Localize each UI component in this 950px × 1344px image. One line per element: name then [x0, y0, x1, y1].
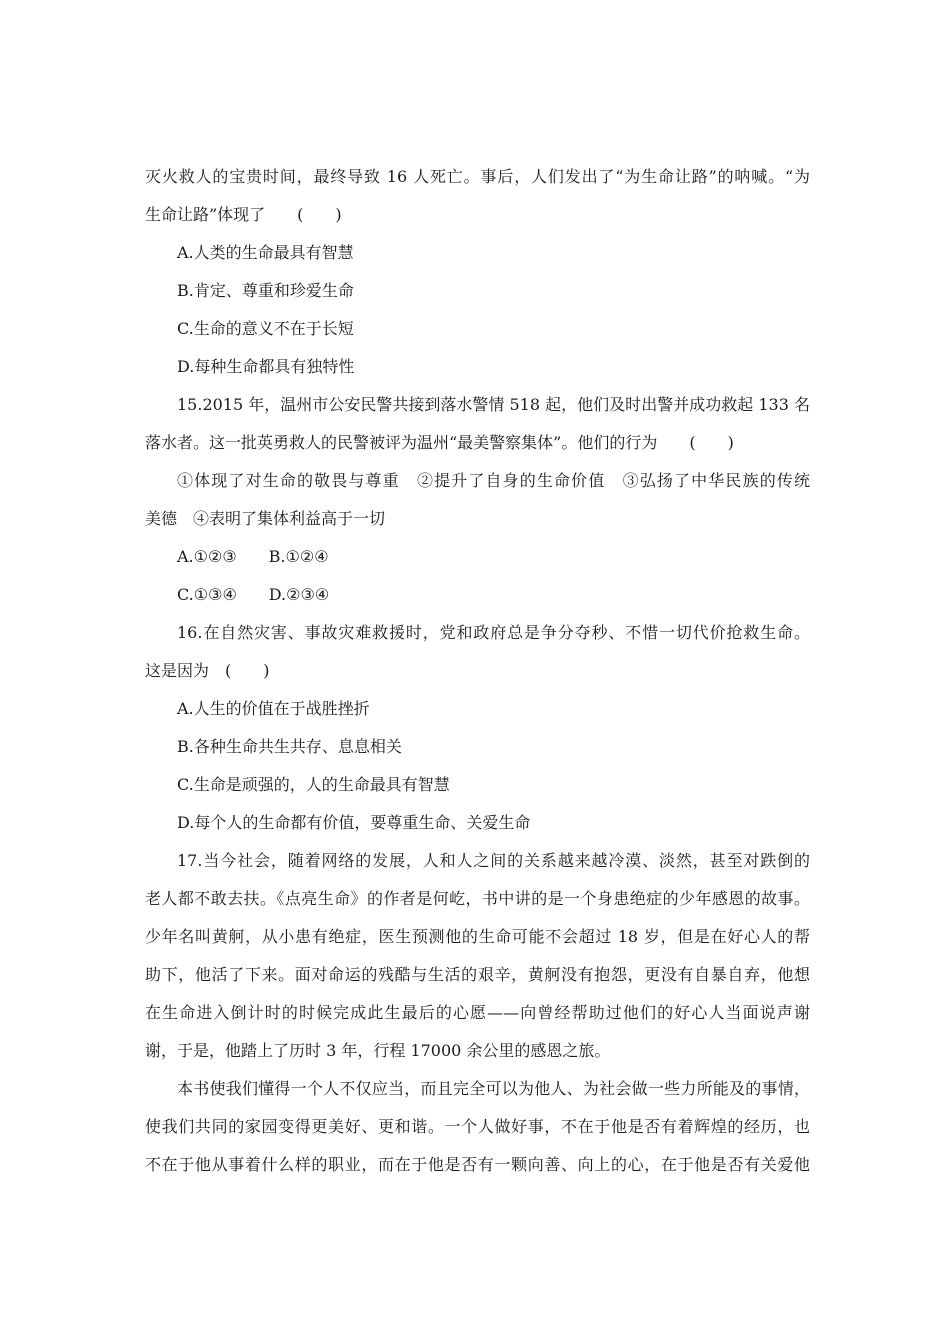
text-line: ①体现了对生命的敬畏与尊重 ②提升了自身的生命价值 ③弘扬了中华民族的传统 [177, 471, 810, 490]
text-line: A.人生的价值在于战胜挫折 [177, 699, 370, 718]
text-line: 不在于他从事着什么样的职业，而在于他是否有一颗向善、向上的心，在于他是否有关爱他 [145, 1155, 810, 1174]
text-line: 17.当今社会，随着网络的发展，人和人之间的关系越来越冷漠、淡然，甚至对跌倒的 [177, 851, 810, 870]
text-line: D.每种生命都具有独特性 [177, 357, 355, 376]
text-line: B.肯定、尊重和珍爱生命 [177, 281, 354, 300]
text-line: C.①③④ D.②③④ [177, 585, 330, 604]
text-line: 谢，于是，他踏上了历时 3 年，行程 17000 余公里的感恩之旅。 [145, 1041, 611, 1060]
text-line: 15.2015 年，温州市公安民警共接到落水警情 518 起，他们及时出警并成功救起 133 名 [177, 395, 810, 414]
text-line: 老人都不敢去扶。《点亮生命》的作者是何屹，书中讲的是一个身患绝症的少年感恩的故事。 [145, 889, 810, 908]
text-line: 落水者。这一批英勇救人的民警被评为温州“最美警察集体”。他们的行为 ( ) [145, 433, 734, 452]
text-line: 灭火救人的宝贵时间，最终导致 16 人死亡。事后，人们发出了“为生命让路”的呐喊。“为 [145, 167, 810, 186]
text-line: A.①②③ B.①②④ [177, 547, 329, 566]
text-line: 助下，他活了下来。面对命运的残酷与生活的艰辛，黄舸没有抱怨，更没有自暴自弃，他想 [145, 965, 810, 984]
text-line: 少年名叫黄舸，从小患有绝症，医生预测他的生命可能不会超过 18 岁，但是在好心人的帮 [145, 927, 810, 946]
text-line: 使我们共同的家园变得更美好、更和谐。一个人做好事，不在于他是否有着辉煌的经历，也 [145, 1117, 810, 1136]
text-line: 这是因为 ( ) [145, 661, 270, 680]
text-line: B.各种生命共生共存、息息相关 [177, 737, 402, 756]
text-line: D.每个人的生命都有价值，要尊重生命、关爱生命 [177, 813, 531, 832]
text-line: 16.在自然灾害、事故灾难救援时，党和政府总是争分夺秒、不惜一切代价抢救生命。 [177, 623, 810, 642]
text-line: 本书使我们懂得一个人不仅应当，而且完全可以为他人、为社会做一些力所能及的事情， [177, 1079, 810, 1098]
text-line: 生命让路”体现了 ( ) [145, 205, 342, 224]
text-line: A.人类的生命最具有智慧 [177, 243, 354, 262]
document-body [145, 158, 810, 1184]
text-line: 在生命进入倒计时的时候完成此生最后的心愿——向曾经帮助过他们的好心人当面说声谢 [145, 1003, 810, 1022]
text-line: 美德 ④表明了集体利益高于一切 [145, 509, 386, 528]
text-line: C.生命的意义不在于长短 [177, 319, 354, 338]
text-line: C.生命是顽强的，人的生命最具有智慧 [177, 775, 450, 794]
